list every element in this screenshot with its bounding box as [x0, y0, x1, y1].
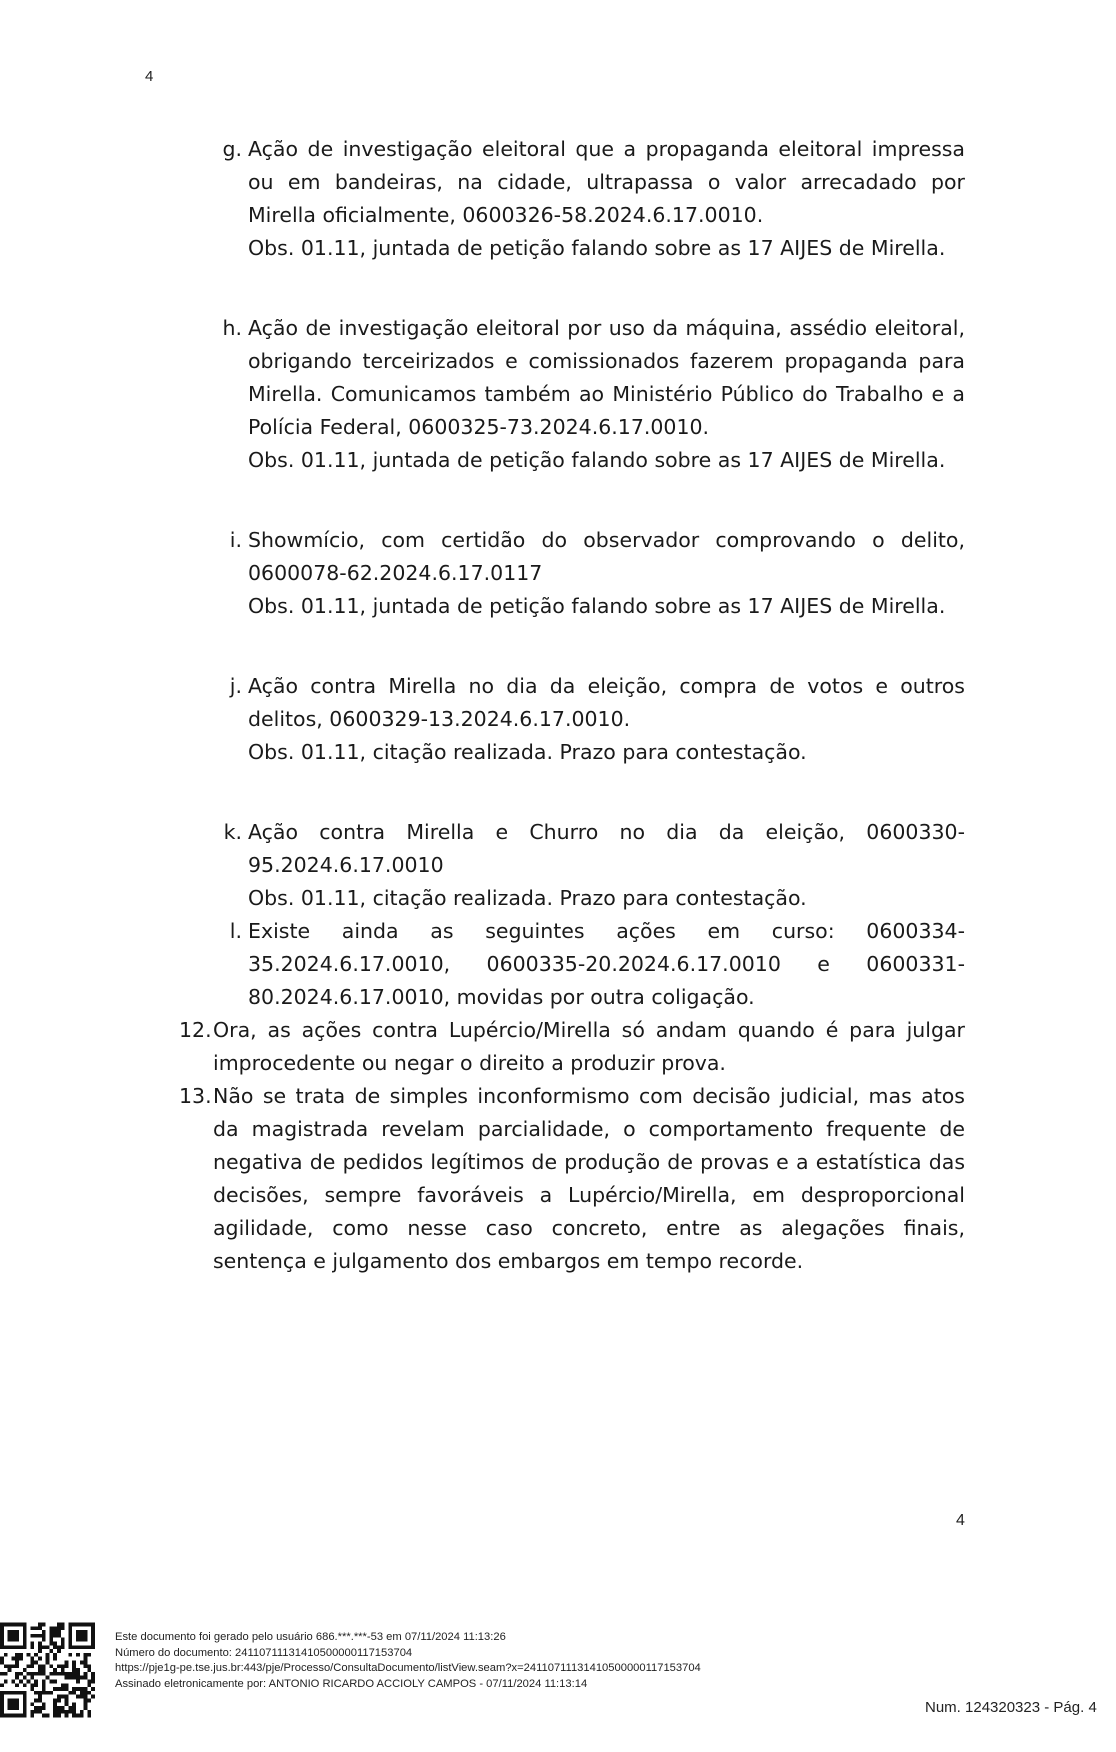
list-item-g [222, 133, 965, 265]
item-obs: Obs. 01.11, juntada de petição falando sobre as 17 AIJES de Mirella. [248, 594, 946, 618]
page-number-top: 4 [145, 68, 154, 85]
footer-generated-line: Este documento foi gerado pelo usuário 686.***.***-53 em 07/11/2024 11:13:26 [115, 1631, 506, 1643]
item-marker: k. [223, 820, 242, 844]
paragraph-text: Ora, as ações contra Lupércio/Mirella só andam quando é para julgar improcedente ou negar o direito a produzir prova. [213, 1018, 965, 1075]
paragraph-marker: 12. [179, 1018, 212, 1042]
item-obs: Obs. 01.11, juntada de petição falando sobre as 17 AIJES de Mirella. [248, 448, 946, 472]
item-obs: Obs. 01.11, juntada de petição falando sobre as 17 AIJES de Mirella. [248, 236, 946, 260]
item-text: Showmício, com certidão do observador comprovando o delito, 0600078-62.2024.6.17.0117 [248, 528, 965, 585]
footer-metadata [115, 1630, 701, 1692]
list-item-k [223, 816, 965, 915]
item-text: Ação contra Mirella e Churro no dia da eleição, 0600330-95.2024.6.17.0010 [248, 820, 965, 877]
item-marker: g. [222, 137, 242, 161]
list-item-l [229, 915, 965, 1014]
item-obs: Obs. 01.11, citação realizada. Prazo para contestação. [248, 740, 807, 764]
item-text: Ação contra Mirella no dia da eleição, compra de votos e outros delitos, 0600329-13.2024.6.17.0010. [248, 674, 965, 731]
item-text: Ação de investigação eleitoral por uso da máquina, assédio eleitoral, obrigando terceirizados e comissionados fazerem propaganda para Mirella. Comunicamos também ao Ministério Público do Trabalho e a Polícia Federal, 0600325-73.2024.6.17.0010. [248, 316, 965, 439]
footer-page-reference: Num. 124320323 - Pág. 4 [925, 1699, 1097, 1716]
item-marker: h. [222, 316, 242, 340]
item-obs: Obs. 01.11, citação realizada. Prazo para contestação. [248, 886, 807, 910]
paragraph-13 [179, 1080, 965, 1278]
item-marker: l. [229, 919, 242, 943]
qr-code-icon [0, 1622, 95, 1718]
list-item-i [229, 524, 965, 623]
footer-url: https://pje1g-pe.tse.jus.br:443/pje/Processo/ConsultaDocumento/listView.seam?x=24110711131410500000117153704 [115, 1662, 701, 1674]
page-number-bottom: 4 [956, 1512, 965, 1529]
item-marker: i. [229, 528, 242, 552]
footer-document-number: Número do documento: 24110711131410500000117153704 [115, 1646, 413, 1659]
document-body [0, 133, 1116, 1278]
item-marker: j. [229, 674, 242, 698]
footer-signature: Assinado eletronicamente por: ANTONIO RICARDO ACCIOLY CAMPOS - 07/11/2024 11:13:14 [115, 1677, 588, 1690]
item-text: Existe ainda as seguintes ações em curso: 0600334-35.2024.6.17.0010, 0600335-20.2024.6.17.0010 e 0600331-80.2024.6.17.0010, movidas por outra coligação. [248, 919, 965, 1009]
list-item-h [222, 312, 965, 477]
paragraph-marker: 13. [179, 1084, 212, 1108]
paragraph-text: Não se trata de simples inconformismo com decisão judicial, mas atos da magistrada revelam parcialidade, o comportamento frequente de negativa de pedidos legítimos de produção de provas e a estatística das decisões, sempre favoráveis a Lupércio/Mirella, em desproporcional agilidade, como nesse caso concreto, entre as alegações finais, sentença e julgamento dos embargos em tempo recorde. [213, 1084, 965, 1273]
list-item-j [229, 670, 965, 769]
item-text: Ação de investigação eleitoral que a propaganda eleitoral impressa ou em bandeiras, na cidade, ultrapassa o valor arrecadado por Mirella oficialmente, 0600326-58.2024.6.17.0010. [248, 137, 965, 227]
paragraph-12 [179, 1014, 965, 1080]
